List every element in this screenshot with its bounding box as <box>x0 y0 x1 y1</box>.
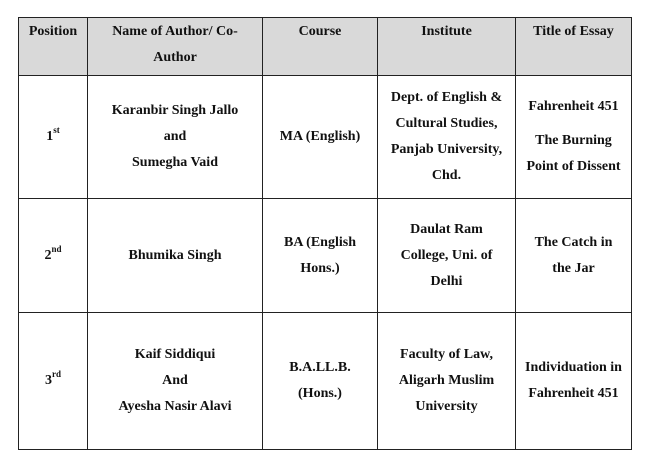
title-cell: Individuation in Fahrenheit 451 <box>516 313 632 450</box>
header-course: Course <box>263 18 378 76</box>
author-cell: Kaif Siddiqui And Ayesha Nasir Alavi <box>88 313 263 450</box>
header-institute: Institute <box>378 18 516 76</box>
position-cell: 3rd <box>19 313 88 450</box>
table-row <box>19 76 632 199</box>
table-row <box>19 313 632 450</box>
header-title: Title of Essay <box>516 18 632 76</box>
title-cell: The Catch in the Jar <box>516 199 632 313</box>
header-row <box>19 18 632 76</box>
course-cell: MA (English) <box>263 76 378 199</box>
table-row <box>19 199 632 313</box>
author-cell: Bhumika Singh <box>88 199 263 313</box>
results-table-container <box>18 17 632 450</box>
position-cell: 2nd <box>19 199 88 313</box>
institute-cell: Faculty of Law, Aligarh Muslim University <box>378 313 516 450</box>
institute-cell: Daulat Ram College, Uni. of Delhi <box>378 199 516 313</box>
course-cell: B.A.LL.B. (Hons.) <box>263 313 378 450</box>
header-author: Name of Author/ Co- Author <box>88 18 263 76</box>
position-cell: 1st <box>19 76 88 199</box>
header-position: Position <box>19 18 88 76</box>
results-table <box>18 17 632 450</box>
author-cell: Karanbir Singh Jallo and Sumegha Vaid <box>88 76 263 199</box>
course-cell: BA (English Hons.) <box>263 199 378 313</box>
title-cell: Fahrenheit 451 The Burning Point of Dissent <box>516 76 632 199</box>
institute-cell: Dept. of English & Cultural Studies, Panjab University, Chd. <box>378 76 516 199</box>
